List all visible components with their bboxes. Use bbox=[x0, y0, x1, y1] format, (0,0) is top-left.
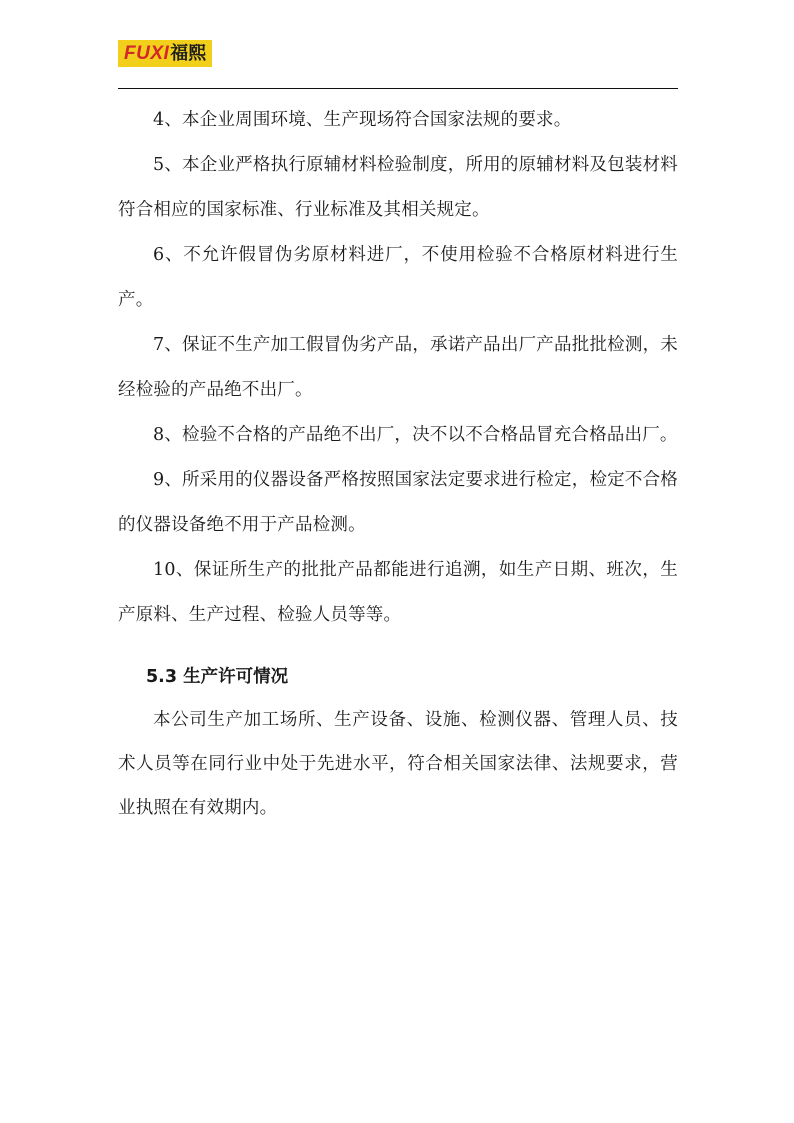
company-logo bbox=[118, 40, 212, 67]
list-item: 9、所采用的仪器设备严格按照国家法定要求进行检定，检定不合格的仪器设备绝不用于产品检测。 bbox=[118, 470, 678, 535]
document-header bbox=[118, 40, 678, 88]
list-item: 10、保证所生产的批批产品都能进行追溯，如生产日期、班次，生产原料、生产过程、检验人员等等。 bbox=[118, 560, 678, 625]
section-paragraph: 本公司生产加工场所、生产设备、设施、检测仪器、管理人员、技术人员等在同行业中处于先进水平，符合相关国家法律、法规要求，营业执照在有效期内。 bbox=[118, 710, 678, 818]
section-heading: 5.3 生产许可情况 bbox=[146, 667, 289, 687]
list-item: 8、检验不合格的产品绝不出厂，决不以不合格品冒充合格品出厂。 bbox=[153, 425, 678, 445]
list-item: 6、不允许假冒伪劣原材料进厂，不使用检验不合格原材料进行生产。 bbox=[118, 245, 678, 310]
header-divider bbox=[118, 88, 678, 89]
section-block bbox=[118, 656, 678, 830]
list-item: 4、本企业周围环境、生产现场符合国家法规的要求。 bbox=[153, 110, 572, 130]
list-item: 5、本企业严格执行原辅材料检验制度，所用的原辅材料及包装材料符合相应的国家标准、行业标准及其相关规定。 bbox=[118, 155, 678, 220]
logo-latin-text: FUXI bbox=[124, 43, 170, 64]
list-item: 7、保证不生产加工假冒伪劣产品，承诺产品出厂产品批批检测，未经检验的产品绝不出厂。 bbox=[118, 335, 678, 400]
logo-cjk-text: 福熙 bbox=[170, 42, 207, 64]
document-body bbox=[118, 98, 678, 830]
